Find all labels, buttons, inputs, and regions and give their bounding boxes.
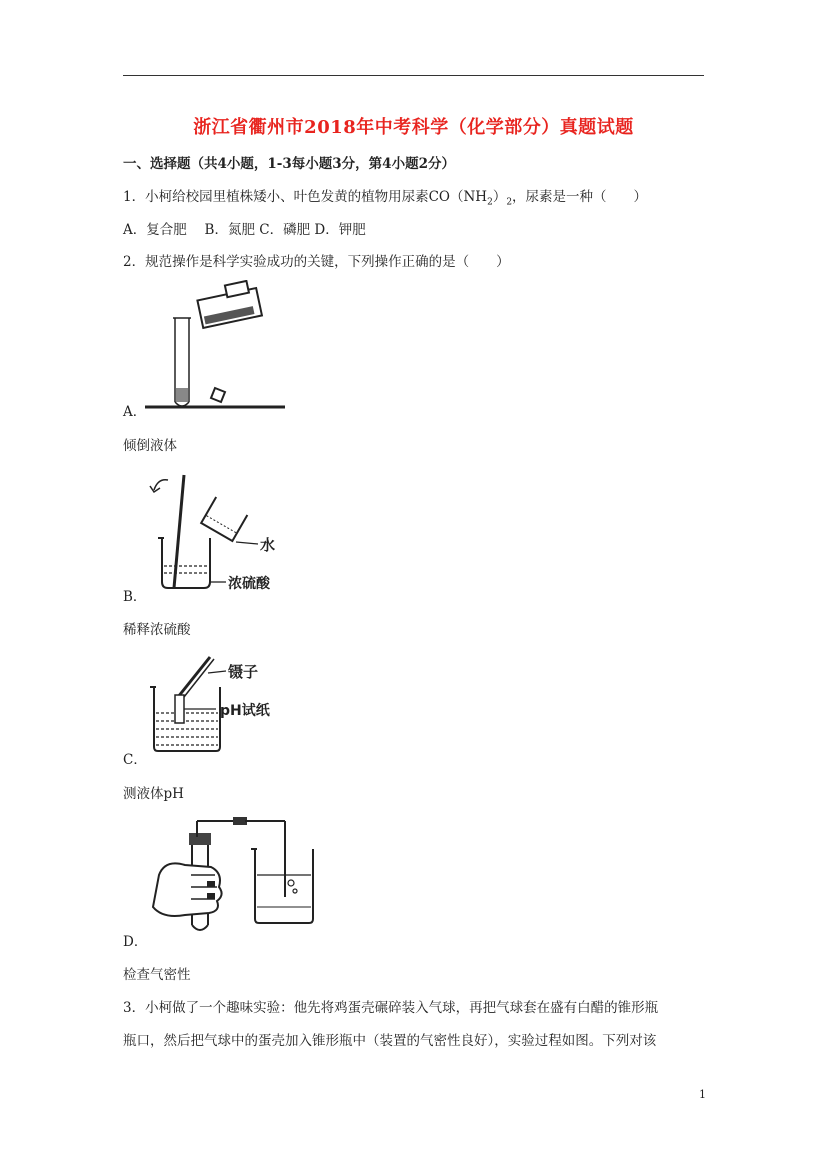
question-1-stem-part-b: ，尿素是一种（ ）	[512, 189, 648, 205]
question-1-stem	[123, 185, 647, 208]
page-number: 1	[699, 1088, 706, 1101]
option-a-caption: 倾倒液体	[123, 438, 177, 454]
question-2-stem: 2．规范操作是科学实验成功的关键，下列操作正确的是（ ）	[123, 254, 510, 270]
option-a-letter: A．	[123, 404, 147, 420]
option-d-caption: 检查气密性	[123, 967, 191, 983]
subscript: 2	[506, 197, 513, 208]
figure-d-airtightness-check	[145, 815, 315, 937]
document-title: 浙江省衢州市2018年中考科学（化学部分）真题试题	[193, 117, 634, 138]
option-d-letter: D．	[123, 934, 148, 950]
figure-b-diluting-acid	[146, 470, 286, 594]
option-b-caption: 稀释浓硫酸	[123, 622, 191, 638]
subscript: 2	[487, 197, 493, 208]
question-1-options: A．复合肥 B．氮肥 C．磷肥 D．钾肥	[123, 222, 366, 238]
option-c-caption: 测液体pH	[123, 786, 184, 802]
section-heading: 一、选择题（共4小题，1-3每小题3分，第4小题2分）	[123, 156, 455, 172]
label-tweezers: 镊子	[228, 663, 259, 681]
option-c-letter: C．	[123, 752, 147, 768]
figure-a-pouring-liquid	[145, 280, 285, 410]
question-1-paren: ）	[492, 189, 507, 205]
question-1-stem-part-a: 1．小柯给校园里植株矮小、叶色发黄的植物用尿素CO（NH	[123, 189, 488, 205]
label-ph-paper: pH试纸	[220, 703, 270, 719]
label-concentrated-acid: 浓硫酸	[228, 576, 270, 592]
figure-c-measuring-ph	[148, 651, 290, 755]
label-water: 水	[260, 536, 276, 554]
header-rule	[123, 75, 704, 76]
option-b-letter: B．	[123, 589, 147, 605]
question-3-line-2: 瓶口，然后把气球中的蛋壳加入锥形瓶中（装置的气密性良好），实验过程如图。下列对该	[123, 1033, 657, 1049]
question-3-line-1: 3．小柯做了一个趣味实验：他先将鸡蛋壳碾碎装入气球，再把气球套在盛有白醋的锥形瓶	[123, 1000, 659, 1016]
